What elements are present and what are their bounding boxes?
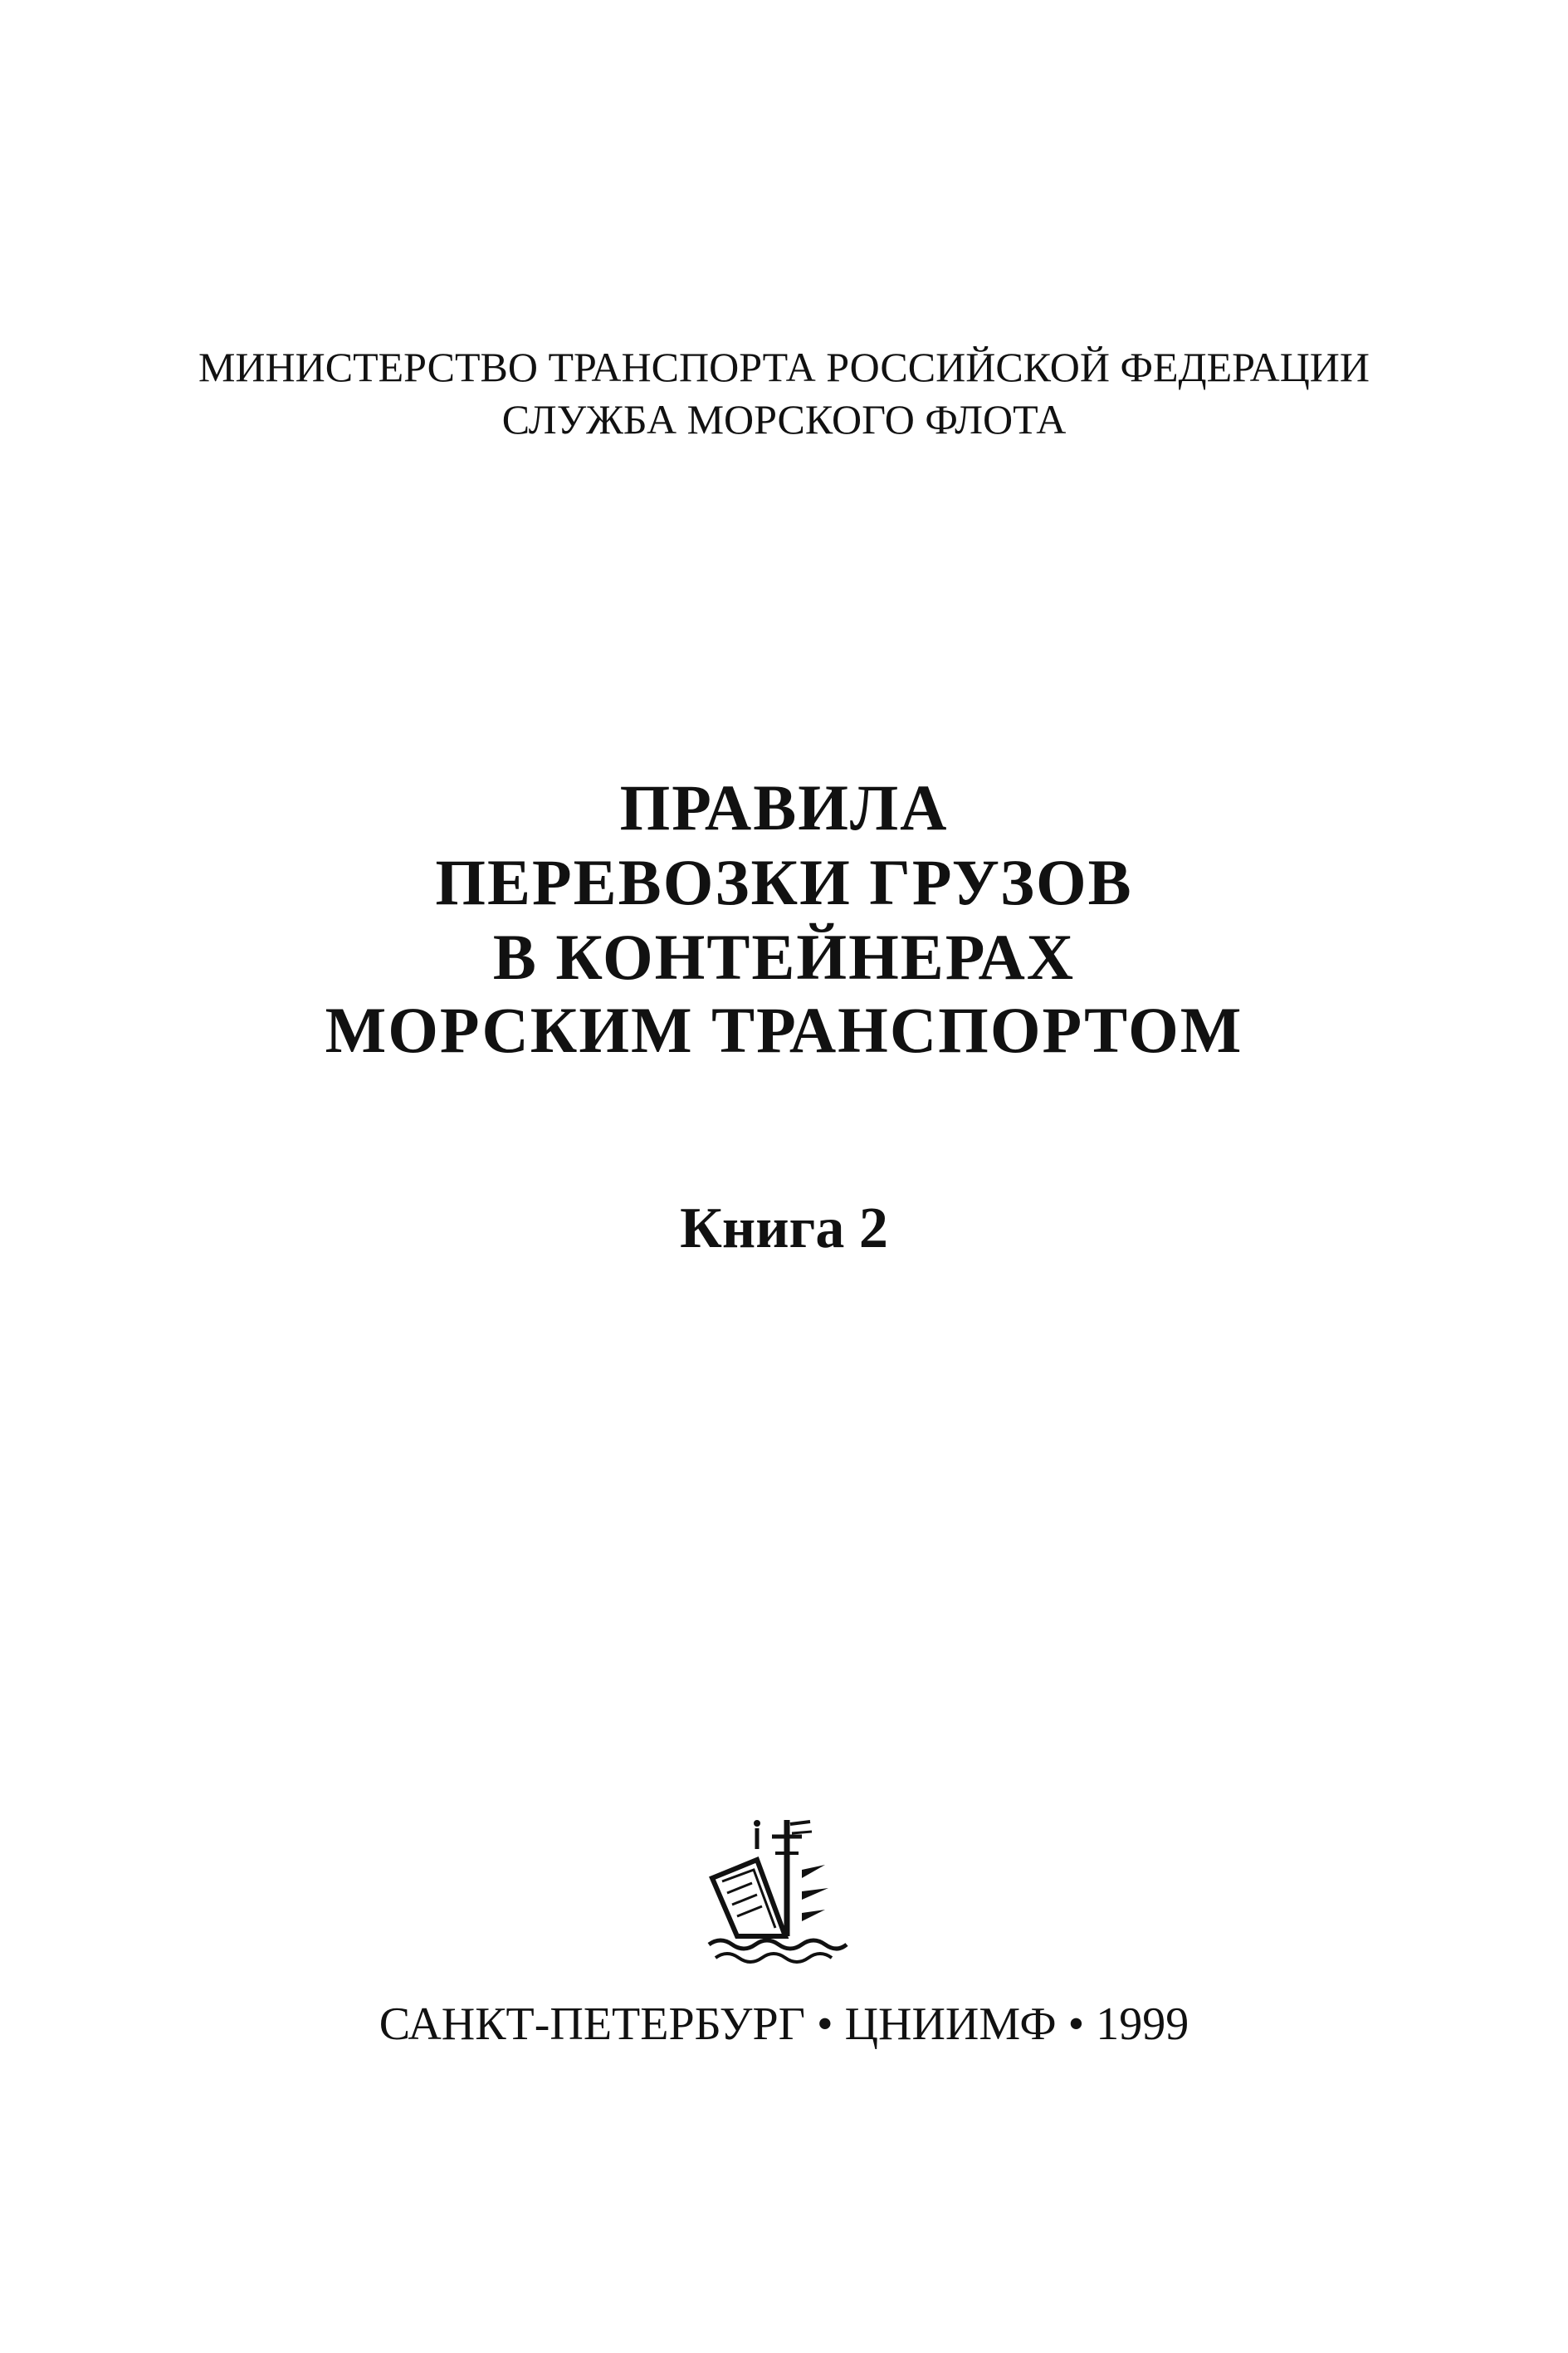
title-line-3: В КОНТЕЙНЕРАХ (492, 921, 1076, 993)
title-line-2: ПЕРЕВОЗКИ ГРУЗОВ (435, 846, 1133, 918)
publisher-ship-emblem-icon (704, 1812, 852, 1966)
book-number: Книга 2 (680, 1196, 888, 1260)
title-line-1: ПРАВИЛА (619, 771, 949, 844)
title-line-4: МОРСКИМ ТРАНСПОРТОМ (325, 994, 1243, 1066)
imprint-line: САНКТ-ПЕТЕРБУРГ • ЦНИИМФ • 1999 (379, 1998, 1189, 2050)
ministry-heading: МИНИСТЕРСТВО ТРАНСПОРТА РОССИЙСКОЙ ФЕДЕРАЦИИ (198, 344, 1370, 390)
service-heading: СЛУЖБА МОРСКОГО ФЛОТА (501, 396, 1067, 443)
